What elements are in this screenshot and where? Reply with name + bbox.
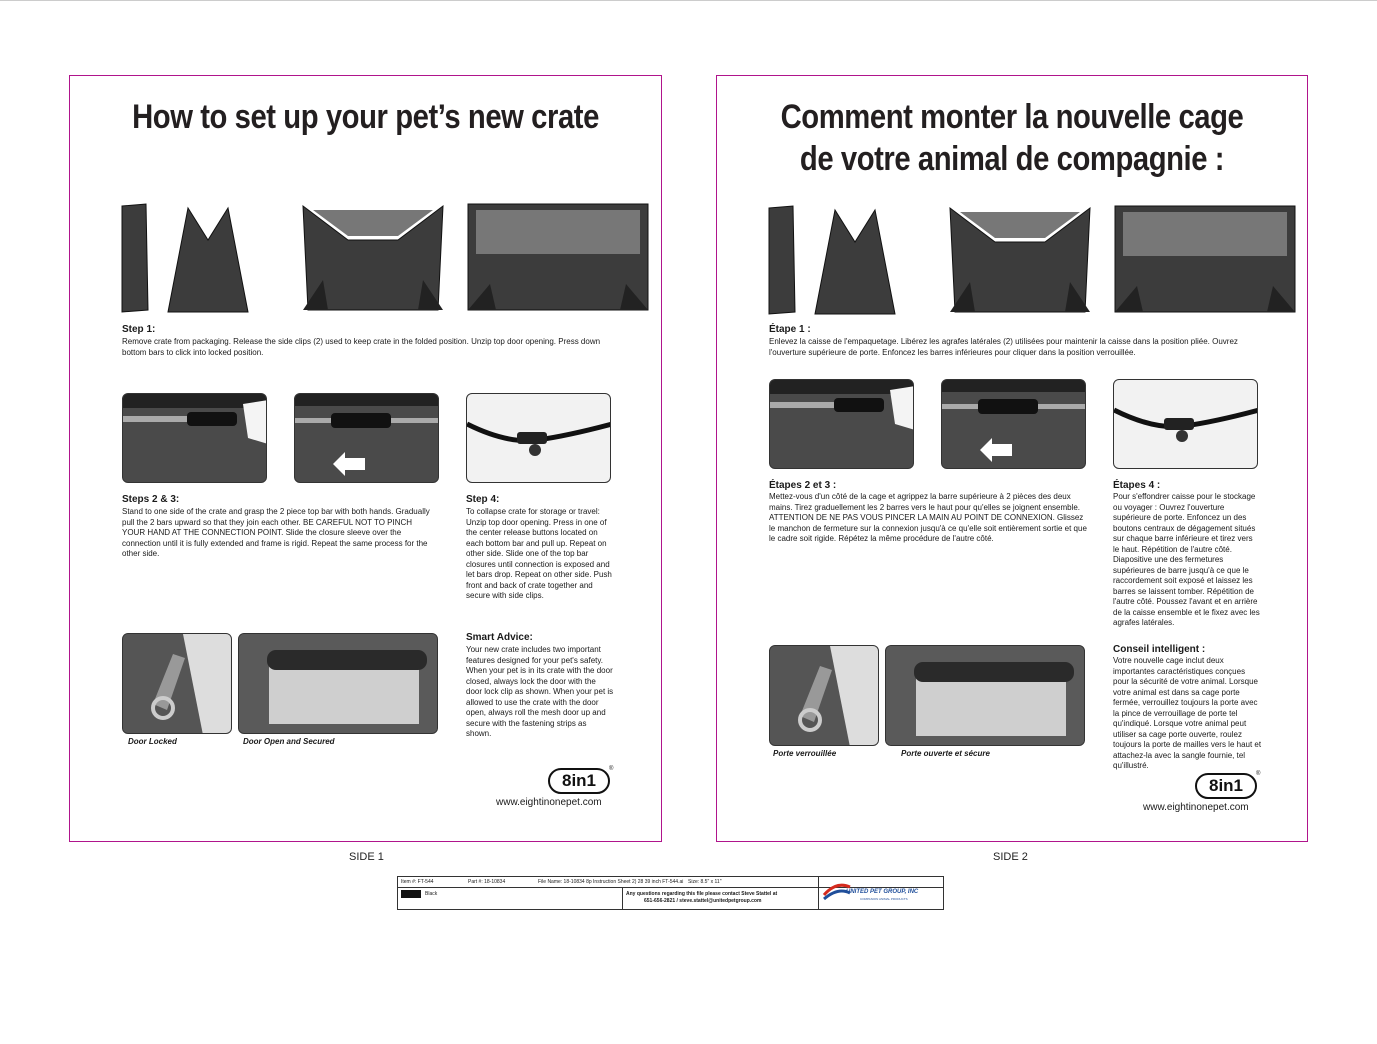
- top-bar-grip-photo: [122, 393, 267, 483]
- company-subtitle: COMPANION ANIMAL PRODUCTS: [860, 897, 908, 901]
- crate-unfolding-sequence-image: [118, 200, 654, 316]
- instruction-panel-french: [716, 75, 1308, 842]
- release-button-photo: [1113, 379, 1258, 469]
- step1-text: Enlevez la caisse de l'empaquetage. Libérez les agrafes latérales (2) utilisées pour maintenir la caisse dans la position pliée. Ouvrez l'ouverture supérieure de porte. Enfoncez les barres inférieures pour cliquer dans la position verrouillée.: [769, 337, 1238, 357]
- side1-label: SIDE 1: [349, 851, 384, 863]
- smart-advice-heading: Smart Advice:: [466, 632, 533, 643]
- website-url: www.eightinonepet.com: [496, 797, 602, 808]
- side2-label: SIDE 2: [993, 851, 1028, 863]
- contact-line1: Any questions regarding this file please contact Steve Stattel at: [626, 891, 778, 897]
- step1-heading: Step 1:: [122, 324, 156, 335]
- instruction-panel-english: [69, 75, 662, 842]
- brand-logo: 8in1: [548, 768, 610, 794]
- steps23-heading: Étapes 2 et 3 :: [769, 480, 837, 491]
- brand-logo: 8in1: [1195, 773, 1257, 799]
- page-title-line2: de votre animal de compagnie :: [799, 140, 1225, 178]
- page-title: How to set up your pet’s new crate: [132, 98, 599, 136]
- steps23-text: Stand to one side of the crate and grasp the 2 piece top bar with both hands. Gradually pull the 2 bars upward so that they join each other. BE CAREFUL NOT TO PINCH YOUR HAND AT THE CONNECTION POINT. Slide the closure sleeve over the connection until it is fully extended and frame is rigid. Repeat the same process for the other side.: [122, 507, 430, 558]
- black-swatch: [401, 890, 421, 898]
- website-url: www.eightinonepet.com: [1143, 802, 1249, 813]
- file-name: File Name: 18-10834 8p Instruction Sheet 2) 28 39 inch FT-544.ai: [538, 879, 684, 885]
- door-open-caption: Porte ouverte et sécure: [901, 749, 990, 758]
- step4-text: To collapse crate for storage or travel: Unzip top door opening. Press in one of the center release buttons located on each bottom bar and pull up. Repeat on other side. Slide one of the top bar closures until connection is exposed and let bars drop. Repeat on other side. Push front and back of crate together and secure with side clips.: [466, 507, 612, 600]
- door-open-secured-photo: [238, 633, 438, 734]
- crate-unfolding-sequence-image: [765, 202, 1301, 318]
- page-title-line1: Comment monter la nouvelle cage: [780, 98, 1244, 136]
- item-number: Item #: FT-544: [401, 879, 434, 885]
- door-locked-photo: [122, 633, 232, 734]
- door-open-secured-photo: [885, 645, 1085, 746]
- door-locked-caption: Porte verrouillée: [773, 749, 837, 758]
- release-button-photo: [466, 393, 611, 483]
- step1-text: Remove crate from packaging. Release the side clips (2) used to keep crate in the folded position. Unzip top door opening. Press down bottom bars to click into locked position.: [122, 337, 601, 357]
- top-border-line: [0, 0, 1377, 1]
- steps23-text: Mettez-vous d'un côté de la cage et agrippez la barre supérieure à 2 pièces des deux mains. Tirez graduellement les 2 barres vers le haut pour qu'elles se joignent ensemble. ATTENTION DE NE PAS VOUS PINCER LA MAIN AU POINT DE CONNEXION. Glissez le manchon de fermeture sur la connexion jusqu'à ce qu'elle soit entièrement sortie et que le cadre soit rigide. Répétez la même procédure de l'autre côté.: [769, 492, 1087, 543]
- steps23-heading: Steps 2 & 3:: [122, 494, 180, 505]
- part-number: Part #: 18-10834: [468, 879, 506, 885]
- door-locked-caption: Door Locked: [128, 737, 177, 746]
- smart-advice-text: Votre nouvelle cage inclut deux importantes caractéristiques conçues pour la sécurité de votre animal. Lorsque votre animal est dans sa cage porte fermée, verrouillez toujours la porte avec la pince de verrouillage de porte tel qu'indiqué. Lorsque votre animal peut utiliser sa cage porte ouverte, roulez toujours la porte de mailles vers le haut et attachez-la avec la sangle fournie, tel qu'illustré.: [1113, 656, 1262, 770]
- registered-mark: ®: [609, 766, 614, 772]
- color-label: Black: [425, 891, 438, 897]
- smart-advice-heading: Conseil intelligent :: [1113, 644, 1206, 655]
- smart-advice-text: Your new crate includes two important features designed for your pet's safety. When your pet is in its crate with the door closed, always lock the door with the door lock clip as shown. When your pet is allowed to use the crate with the door open, always roll the mesh door up and secure with the fastening strips as shown.: [466, 645, 614, 738]
- contact-line2: 651-656-2821 / steve.stattel@unitedpetgroup.com: [644, 898, 762, 904]
- company-name: UNITED PET GROUP, INC: [846, 889, 919, 895]
- step4-heading: Étapes 4 :: [1113, 480, 1161, 491]
- sleeve-slide-photo: [941, 379, 1086, 469]
- step4-text: Pour s'effondrer caisse pour le stockage ou voyager : Ouvrez l'ouverture supérieure de porte. Enfoncez un des boutons centraux de dégagement situés sur chaque barre inférieure et tirez vers le haut. Répétition de l'autre côté. Diapositive une des fermetures supérieures de barre jusqu'à ce que le raccordement soit exposé et laissez les barres se laissent tomber. Répétition de l'autre côté. Poussez l'avant et en arrière de la caisse ensemble et le fixez avec les agrafes latérales.: [1113, 492, 1260, 627]
- sleeve-slide-photo: [294, 393, 439, 483]
- registered-mark: ®: [1256, 771, 1261, 777]
- door-open-caption: Door Open and Secured: [243, 737, 335, 746]
- step4-heading: Step 4:: [466, 494, 500, 505]
- file-title-block: [397, 876, 944, 910]
- size-label: Size: 8.5" x 11": [688, 879, 722, 885]
- top-bar-grip-photo: [769, 379, 914, 469]
- step1-heading: Étape 1 :: [769, 324, 811, 335]
- door-locked-photo: [769, 645, 879, 746]
